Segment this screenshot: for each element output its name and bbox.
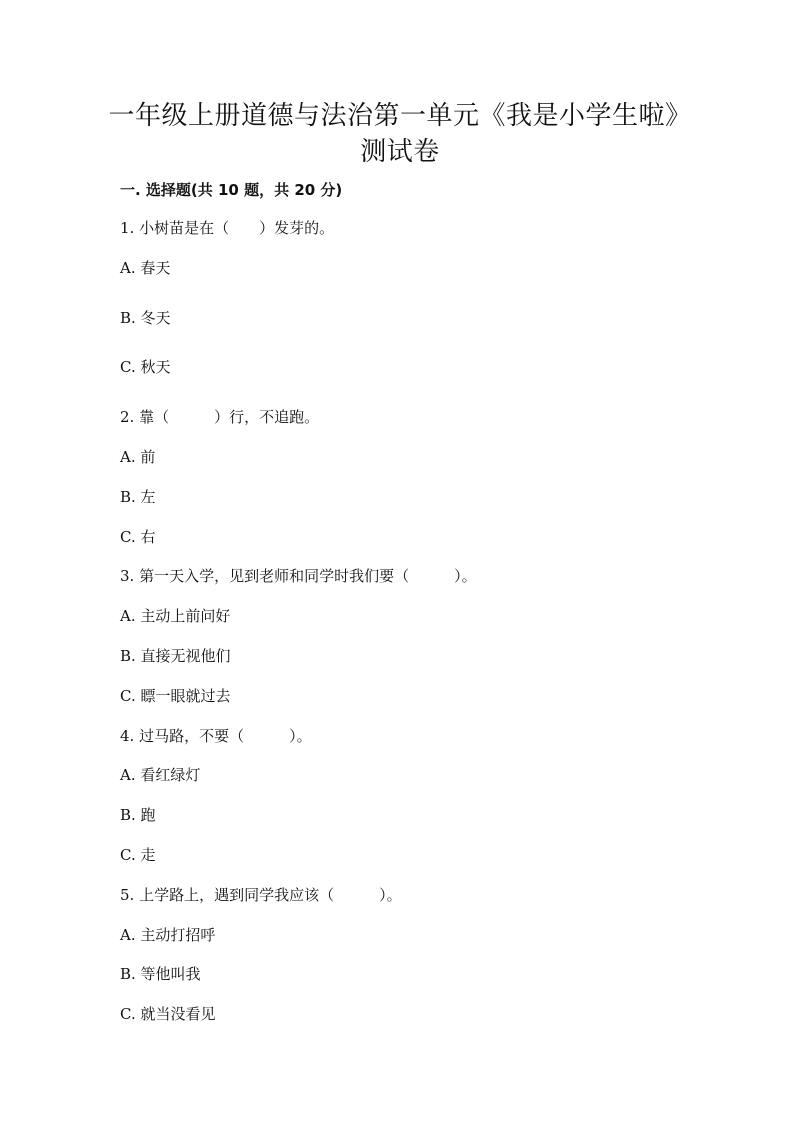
option-c: C. 走 (120, 845, 156, 864)
option-b: B. 跑 (120, 806, 156, 825)
option-a: A. 前 (120, 447, 156, 466)
option-a: A. 主动打招呼 (120, 925, 216, 944)
title-line-1: 一年级上册道德与法治第一单元《我是小学生啦》 (108, 101, 692, 131)
option-c: C. 就当没看见 (120, 1005, 216, 1024)
question-5 (120, 885, 720, 1024)
question-list (120, 218, 720, 1044)
option-c: C. 右 (120, 527, 156, 546)
question-4 (120, 726, 720, 865)
option-b: B. 左 (120, 487, 156, 506)
question-2 (120, 407, 720, 546)
question-1 (120, 218, 720, 377)
question-text: 4. 过马路，不要（ ）。 (120, 726, 312, 745)
option-c: C. 秋天 (120, 358, 171, 377)
question-text: 2. 靠（ ）行，不追跑。 (120, 408, 320, 427)
option-a: A. 春天 (120, 258, 171, 277)
option-a: A. 主动上前问好 (120, 607, 231, 626)
question-text: 3. 第一天入学，见到老师和同学时我们要（ ）。 (120, 567, 477, 586)
exam-title (0, 98, 800, 170)
option-a: A. 看红绿灯 (120, 766, 201, 785)
option-b: B. 直接无视他们 (120, 646, 231, 665)
option-c: C. 瞟一眼就过去 (120, 686, 231, 705)
option-b: B. 冬天 (120, 308, 171, 327)
question-text: 1. 小树苗是在（ ）发芽的。 (120, 219, 335, 237)
option-b: B. 等他叫我 (120, 965, 201, 984)
section-heading: 一. 选择题(共 10 题，共 20 分) (120, 181, 343, 199)
question-3 (120, 566, 720, 705)
question-text: 5. 上学路上，遇到同学我应该（ ）。 (120, 885, 402, 904)
title-line-2: 测试卷 (360, 137, 440, 167)
